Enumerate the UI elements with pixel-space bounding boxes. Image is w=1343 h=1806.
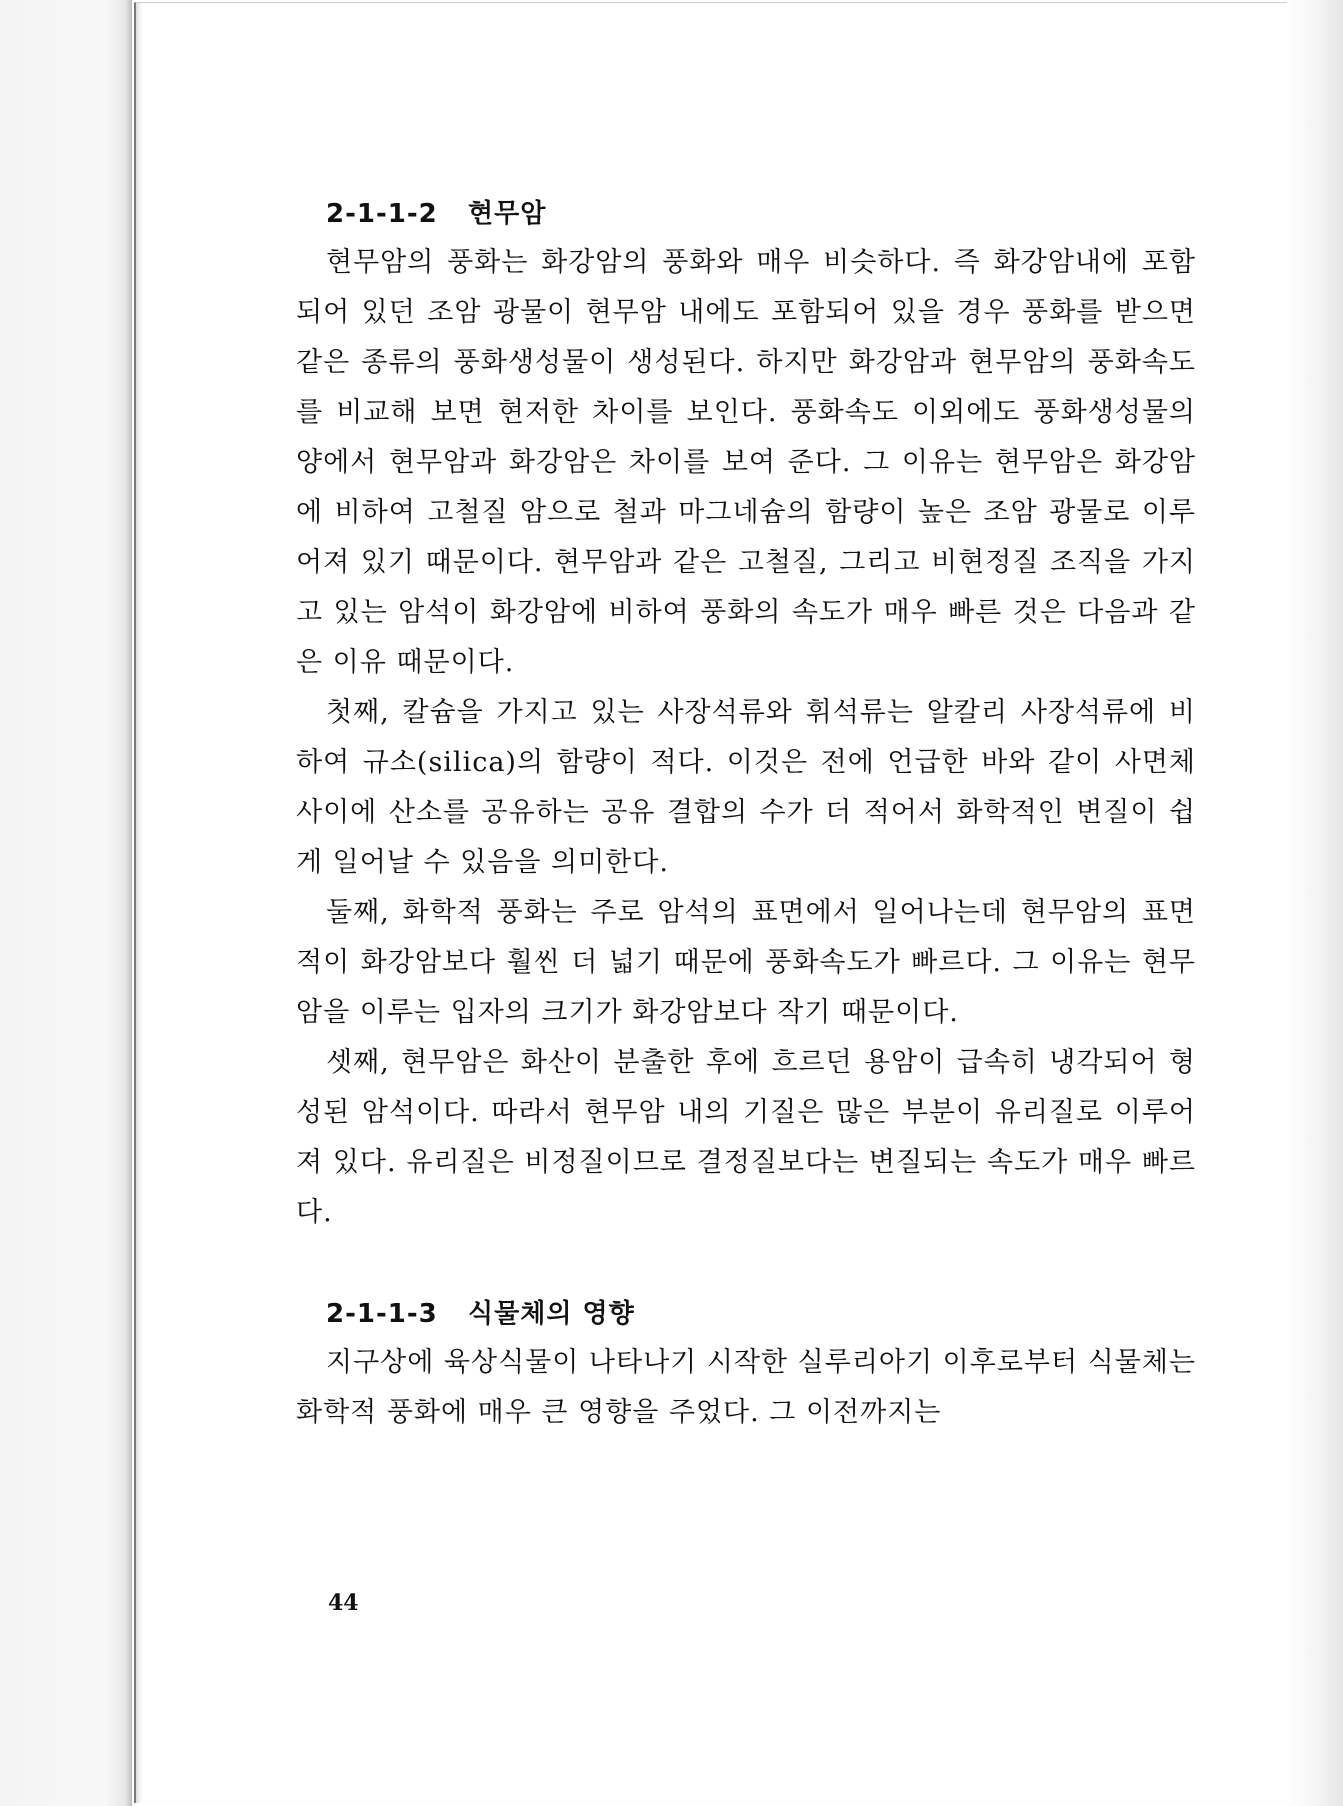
paragraph: 현무암의 풍화는 화강암의 풍화와 매우 비슷하다. 즉 화강암내에 포함되어 있던 조암 광물이 현무암 내에도 포함되어 있을 경우 풍화를 받으면 같은 종류의 풍화생성물이 생성된다. 하지만 화강암과 현무암의 풍화속도를 비교해 보면 현저한 차이를 보인다. 풍화속도 이외에도 풍화생성물의 양에서 현무암과 화강암은 차이를 보여 준다. 그 이유는 현무암은 화강암에 비하여 고철질 암으로 철과 마그네슘의 함량이 높은 조암 광물로 이루어져 있기 때문이다. 현무암과 같은 고철질, 그리고 비현정질 조직을 가지고 있는 암석이 화강암에 비하여 풍화의 속도가 매우 빠른 것은 다음과 같은 이유 때문이다. xyxy=(296,247,1196,678)
section-heading xyxy=(296,1290,1196,1338)
page-number: 44 xyxy=(328,1590,359,1616)
section-2-1-1-3 xyxy=(296,1290,1196,1438)
section-title: 식물체의 영향 xyxy=(468,1299,635,1329)
scan-right-edge xyxy=(1287,0,1343,1806)
paragraph: 둘째, 화학적 풍화는 주로 암석의 표면에서 일어나는데 현무암의 표면적이 화강암보다 훨씬 더 넓기 때문에 풍화속도가 빠르다. 그 이유는 현무암을 이루는 입자의 크기가 화강암보다 작기 때문이다. xyxy=(296,897,1196,1028)
section-spacer xyxy=(296,1238,1196,1290)
scan-left-edge xyxy=(0,0,132,1806)
paragraph: 첫째, 칼슘을 가지고 있는 사장석류와 휘석류는 알칼리 사장석류에 비하여 규소(silica)의 함량이 적다. 이것은 전에 언급한 바와 같이 사면체 사이에 산소를 공유하는 공유 결합의 수가 더 적어서 화학적인 변질이 쉽게 일어날 수 있음을 의미한다. xyxy=(296,697,1196,878)
paragraph: 셋째, 현무암은 화산이 분출한 후에 흐르던 용암이 급속히 냉각되어 형성된 암석이다. 따라서 현무암 내의 기질은 많은 부분이 유리질로 이루어져 있다. 유리질은 비정질이므로 결정질보다는 변질되는 속도가 매우 빠르다. xyxy=(296,1047,1196,1228)
paragraph: 지구상에 육상식물이 나타나기 시작한 실루리아기 이후로부터 식물체는 화학적 풍화에 매우 큰 영향을 주었다. 그 이전까지는 xyxy=(296,1347,1196,1428)
section-heading xyxy=(296,190,1196,238)
page-body xyxy=(296,190,1196,1438)
section-number: 2-1-1-2 xyxy=(326,199,438,229)
section-title: 현무암 xyxy=(468,199,547,229)
section-2-1-1-2 xyxy=(296,190,1196,1238)
section-number: 2-1-1-3 xyxy=(326,1299,438,1329)
